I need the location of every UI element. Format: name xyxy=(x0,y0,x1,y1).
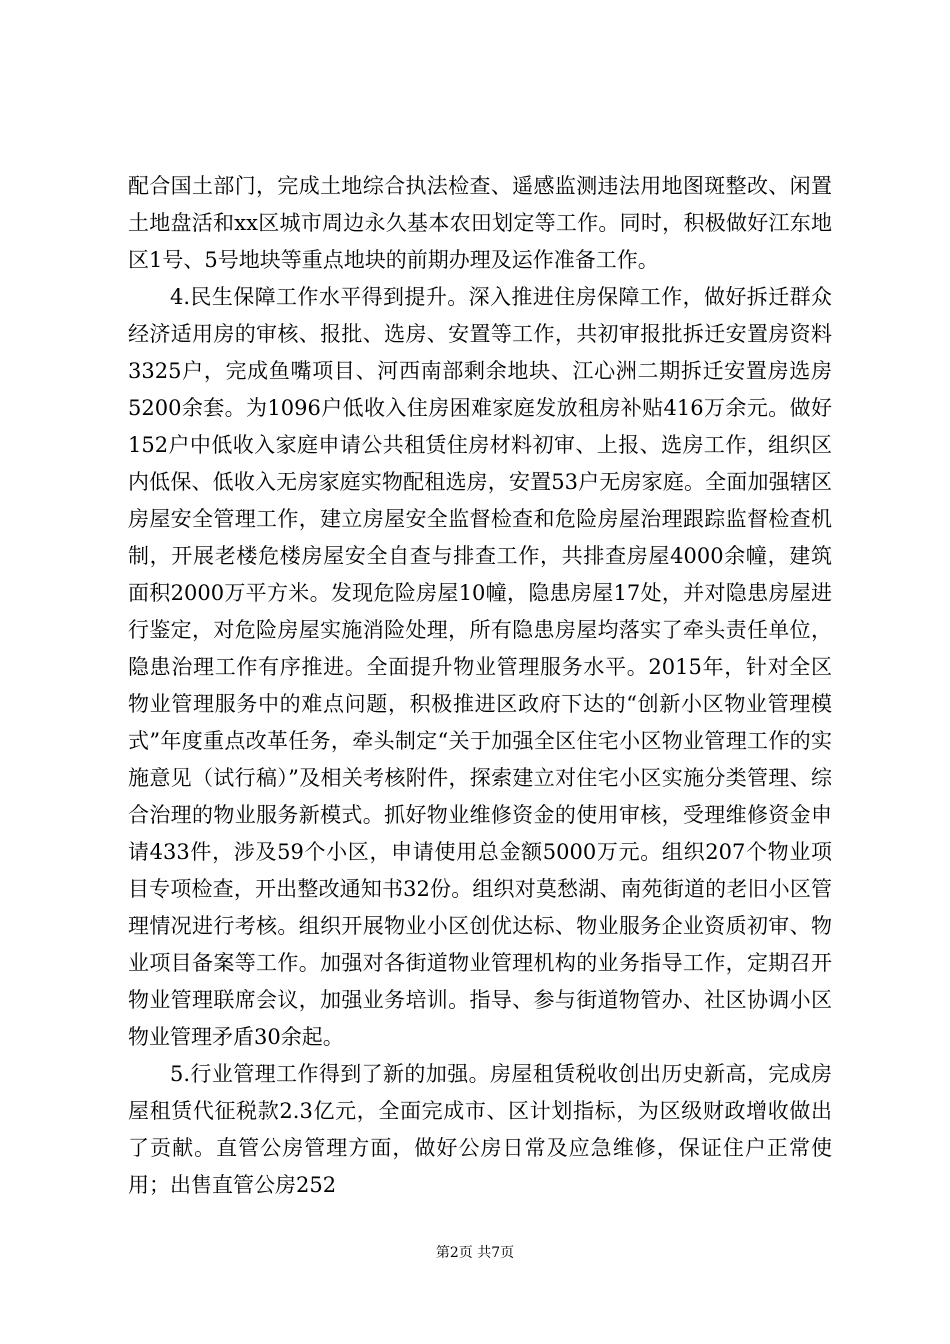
paragraph-industry-management: 5.行业管理工作得到了新的加强。房屋租赁税收创出历史新高，完成房屋租赁代征税款2.3亿元，全面完成市、区计划指标，为区级财政增收做出了贡献。直管公房管理方面，做好公房日常及应急维修，保证住户正常使用；出售直管公房252 xyxy=(128,1062,832,1197)
paragraph-continuation: 配合国土部门，完成土地综合执法检查、遥感监测违法用地图斑整改、闲置土地盘活和xx区城市周边永久基本农田划定等工作。同时，积极做好江东地区1号、5号地块等重点地块的前期办理及运作准备工作。 xyxy=(128,174,832,272)
paragraph-livelihood: 4.民生保障工作水平得到提升。深入推进住房保障工作，做好拆迁群众经济适用房的审核、报批、选房、安置等工作，共初审报批拆迁安置房资料3325户，完成鱼嘴项目、河西南部剩余地块、江心洲二期拆迁安置房选房5200余套。为1096户低收入住房困难家庭发放租房补贴416万余元。做好152户中低收入家庭申请公共租赁住房材料初审、上报、选房工作，组织区内低保、低收入无房家庭实物配租选房，安置53户无房家庭。全面加强辖区房屋安全管理工作，建立房屋安全监督检查和危险房屋治理跟踪监督检查机制，开展老楼危楼房屋安全自查与排查工作，共排查房屋4000余幢，建筑面积2000万平方米。发现危险房屋10幢，隐患房屋17处，并对隐患房屋进行鉴定，对危险房屋实施消险处理，所有隐患房屋均落实了牵头责任单位，隐患治理工作有序推进。全面提升物业管理服务水平。2015年，针对全区物业管理服务中的难点问题，积极推进区政府下达的“创新小区物业管理模式”年度重点改革任务，牵头制定“关于加强全区住宅小区物业管理工作的实施意见（试行稿）”及相关考核附件，探索建立对住宅小区实施分类管理、综合治理的物业服务新模式。抓好物业维修资金的使用审核，受理维修资金申请433件，涉及59个小区，申请使用总金额5000万元。组织207个物业项目专项检查，开出整改通知书32份。组织对莫愁湖、南苑街道的老旧小区管理情况进行考核。组织开展物业小区创优达标、物业服务企业资质初审、物业项目备案等工作。加强对各街道物业管理机构的业务指导工作，定期召开物业管理联席会议，加强业务培训。指导、参与街道物管办、社区协调小区物业管理矛盾30余起。 xyxy=(128,285,832,1049)
document-body xyxy=(128,168,832,1204)
page-footer: 第2页 共7页 xyxy=(435,1245,515,1261)
